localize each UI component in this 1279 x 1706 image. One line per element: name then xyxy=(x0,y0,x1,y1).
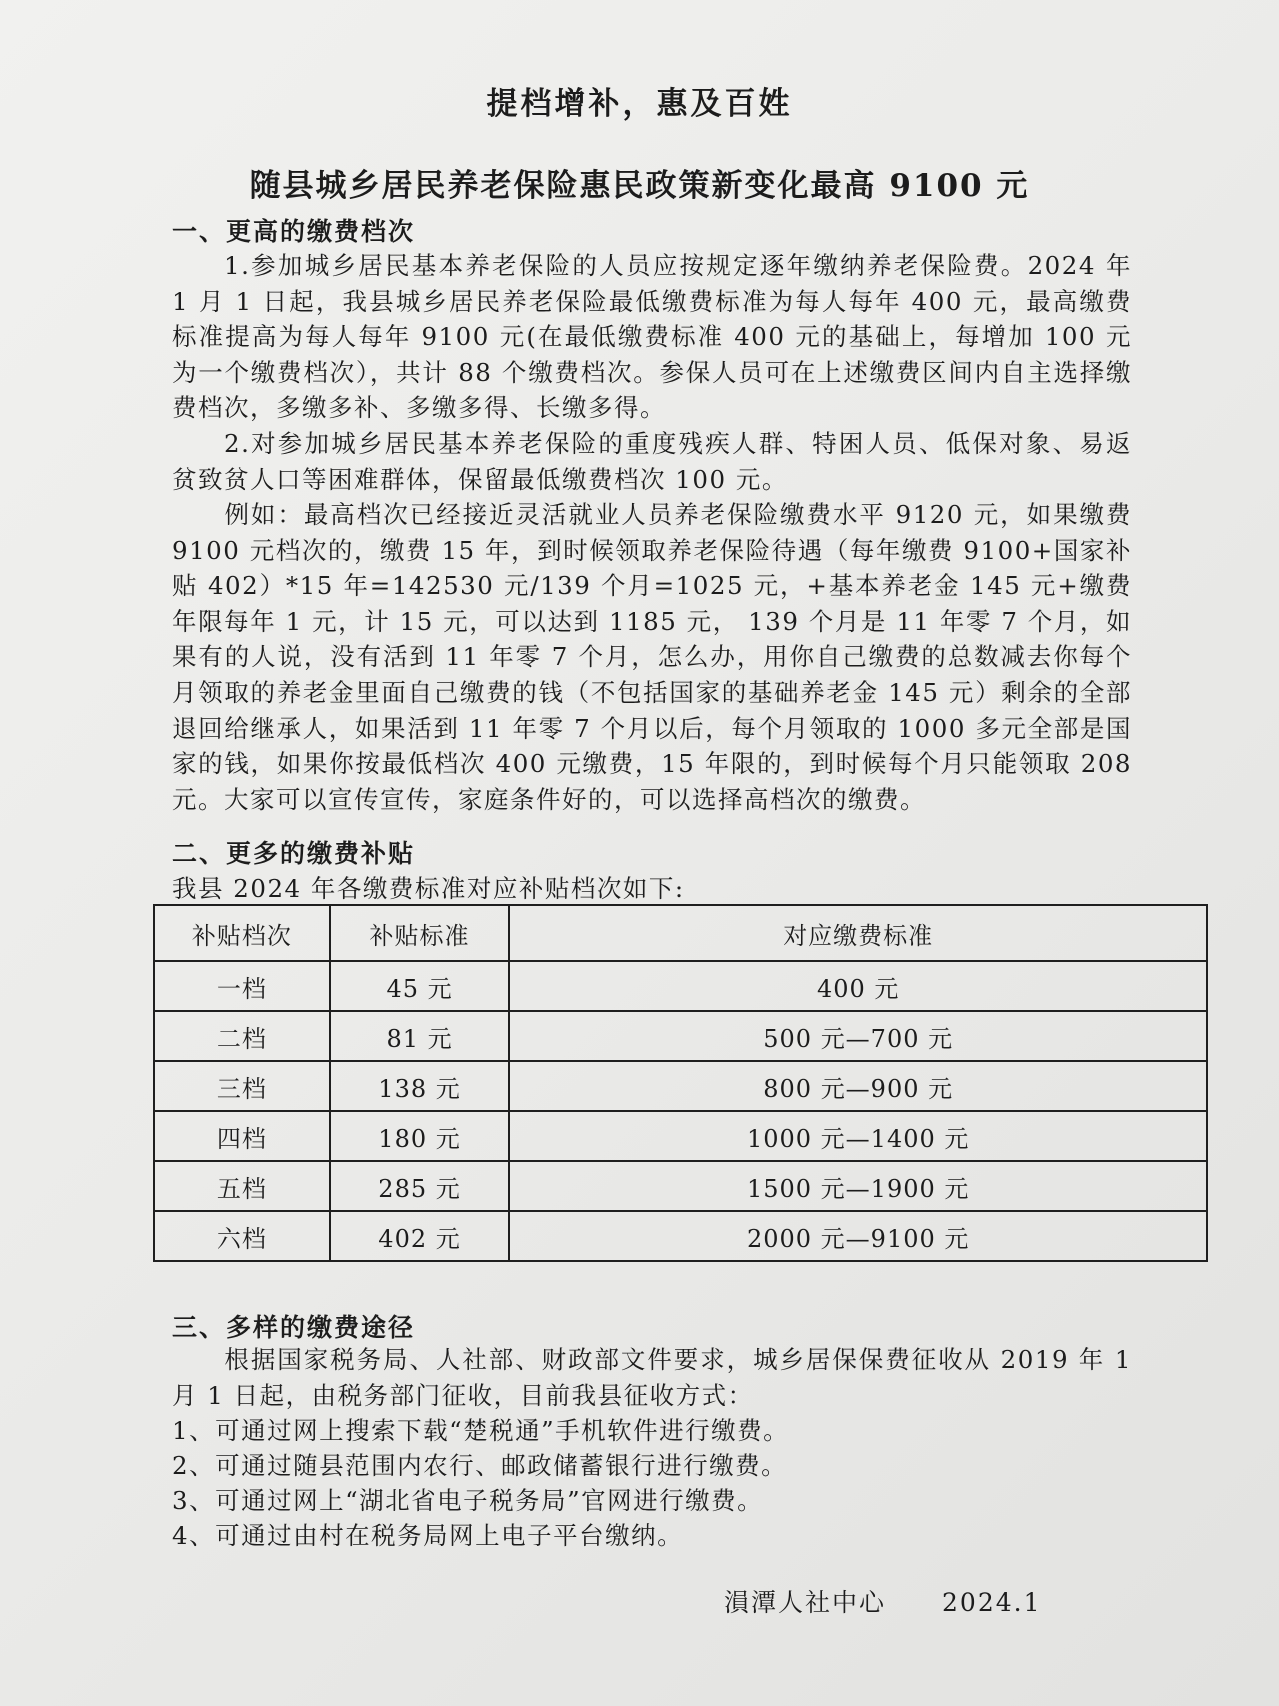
table-row xyxy=(154,1011,1207,1061)
section1-paragraph-1 xyxy=(172,248,1132,426)
cell-subsidy: 285 元 xyxy=(330,1161,510,1211)
cell-level: 二档 xyxy=(154,1011,330,1061)
cell-payment-standard: 500 元—700 元 xyxy=(509,1011,1207,1061)
header-subsidy: 补贴标准 xyxy=(330,905,510,961)
payment-method-item: 1、可通过网上搜索下载“楚税通”手机软件进行缴费。 xyxy=(172,1416,790,1445)
payment-method-item: 3、可通过网上“湖北省电子税务局”官网进行缴费。 xyxy=(172,1486,764,1515)
cell-level: 三档 xyxy=(154,1061,330,1111)
cell-level: 五档 xyxy=(154,1161,330,1211)
signature xyxy=(724,1583,1042,1619)
header-payment-standard: 对应缴费标准 xyxy=(509,905,1207,961)
section1-paragraph-2-text: 2.对参加城乡居民基本养老保险的重度残疾人群、特困人员、低保对象、易返贫致贫人口等困难群体，保留最低缴费档次 100 元。 xyxy=(172,429,1132,494)
table-row xyxy=(154,961,1207,1011)
section3-paragraph-text: 根据国家税务局、人社部、财政部文件要求，城乡居保保费征收从 2019 年 1 月 1 日起，由税务部门征收，目前我县征收方式： xyxy=(172,1345,1132,1410)
sub-title: 随县城乡居民养老保险惠民政策新变化最高 9100 元 xyxy=(249,168,1030,204)
section1-heading: 一、更高的缴费档次 xyxy=(172,217,416,246)
cell-payment-standard: 1500 元—1900 元 xyxy=(509,1161,1207,1211)
section3-paragraph xyxy=(172,1342,1132,1413)
cell-payment-standard: 800 元—900 元 xyxy=(509,1061,1207,1111)
payment-method-item: 4、可通过由村在税务局网上电子平台缴纳。 xyxy=(172,1521,684,1550)
subsidy-table xyxy=(153,904,1208,1262)
table-row xyxy=(154,1111,1207,1161)
section1-example-text: 例如：最高档次已经接近灵活就业人员养老保险缴费水平 9120 元，如果缴费 9100 元档次的，缴费 15 年，到时候领取养老保险待遇（每年缴费 9100+国家补贴 402）*15 年=142530 元/139 个月=1025 元，+基本养老金 145 元+缴费年限每年 1 元，计 15 元，可以达到 1185 元， 139 个月是 11 年零 7 个月，如果有的人说，没有活到 11 年零 7 个月，怎么办，用你自己缴费的总数减去你每个月领取的养老金里面自己缴费的钱（不包括国家的基础养老金 145 元）剩余的全部退回给继承人，如果活到 11 年零 7 个月以后，每个月领取的 1000 多元全部是国家的钱，如果你按最低档次 400 元缴费，15 年限的，到时候每个月只能领取 208 元。大家可以宣传宣传，家庭条件好的，可以选择高档次的缴费。 xyxy=(172,500,1132,814)
table-row xyxy=(154,1161,1207,1211)
header-level: 补贴档次 xyxy=(154,905,330,961)
cell-level: 四档 xyxy=(154,1111,330,1161)
cell-subsidy: 180 元 xyxy=(330,1111,510,1161)
section1-paragraph-1-text: 1.参加城乡居民基本养老保险的人员应按规定逐年缴纳养老保险费。2024 年 1 月 1 日起，我县城乡居民养老保险最低缴费标准为每人每年 400 元，最高缴费标准提高为每人每年 9100 元(在最低缴费标准 400 元的基础上，每增加 100 元为一个缴费档次），共计 88 个缴费档次。参保人员可在上述缴费区间内自主选择缴费档次，多缴多补、多缴多得、长缴多得。 xyxy=(172,251,1132,423)
cell-payment-standard: 2000 元—9100 元 xyxy=(509,1211,1207,1261)
section3-heading: 三、多样的缴费途径 xyxy=(172,1313,416,1342)
section2-heading: 二、更多的缴费补贴 xyxy=(172,839,416,868)
section1-example xyxy=(172,497,1132,817)
signature-date: 2024.1 xyxy=(942,1588,1042,1617)
cell-level: 六档 xyxy=(154,1211,330,1261)
cell-subsidy: 402 元 xyxy=(330,1211,510,1261)
cell-subsidy: 45 元 xyxy=(330,961,510,1011)
section1-paragraph-2 xyxy=(172,426,1132,497)
cell-subsidy: 81 元 xyxy=(330,1011,510,1061)
cell-payment-standard: 1000 元—1400 元 xyxy=(509,1111,1207,1161)
table-row xyxy=(154,1211,1207,1261)
section2-intro: 我县 2024 年各缴费标准对应补贴档次如下: xyxy=(172,874,685,903)
main-title: 提档增补，惠及百姓 xyxy=(486,86,793,122)
cell-level: 一档 xyxy=(154,961,330,1011)
table-row xyxy=(154,1061,1207,1111)
payment-method-item: 2、可通过随县范围内农行、邮政储蓄银行进行缴费。 xyxy=(172,1451,788,1480)
signature-org: 溳潭人社中心 xyxy=(724,1588,887,1617)
cell-payment-standard: 400 元 xyxy=(509,961,1207,1011)
cell-subsidy: 138 元 xyxy=(330,1061,510,1111)
table-header-row xyxy=(154,905,1207,961)
